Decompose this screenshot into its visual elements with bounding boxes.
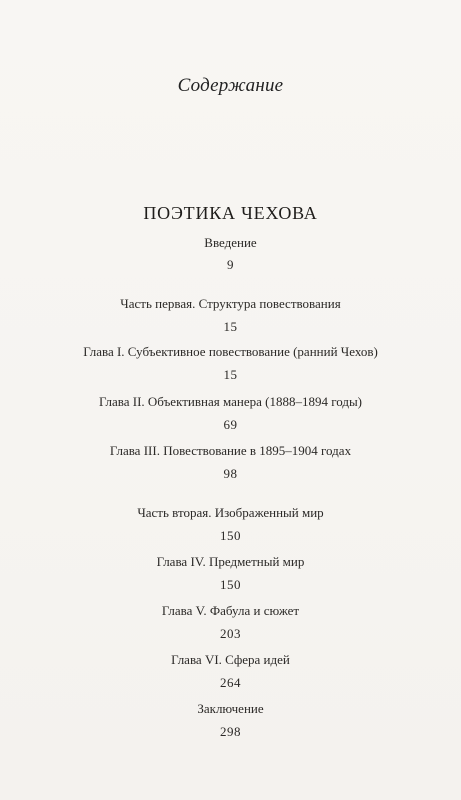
book-title: ПОЭТИКА ЧЕХОВА: [143, 203, 318, 223]
toc-page-number: 9: [227, 257, 234, 272]
toc-entry-chapter-5: Глава V. Фабула и сюжет: [161, 603, 300, 618]
toc-page-number: 150: [220, 528, 241, 543]
toc-entry-part-two: Часть вторая. Изображенный мир: [137, 505, 324, 520]
toc-page-number: 69: [223, 417, 238, 432]
toc-entry-chapter-3: Глава III. Повествование в 1895–1904 годах: [109, 443, 352, 458]
toc-page-number: 98: [223, 466, 238, 481]
toc-page-number: 15: [223, 319, 238, 334]
toc-entry-introduction: Введение: [204, 235, 257, 250]
toc-page-number: 15: [223, 367, 238, 382]
toc-entry-chapter-4: Глава IV. Предметный мир: [156, 554, 305, 569]
toc-entry-conclusion: Заключение: [197, 701, 264, 716]
toc-page-number: 203: [220, 626, 241, 641]
toc-entry-chapter-2: Глава II. Объективная манера (1888–1894 годы): [98, 394, 363, 409]
toc-entry-part-one: Часть первая. Структура повествования: [120, 296, 341, 311]
toc-entry-chapter-6: Глава VI. Сфера идей: [171, 652, 290, 667]
toc-entry-chapter-1: Глава I. Субъективное повествование (ранний Чехов): [83, 344, 378, 359]
contents-heading: Содержание: [177, 75, 284, 96]
toc-page-number: 150: [220, 577, 241, 592]
toc-page-number: 298: [220, 724, 241, 739]
toc-page-number: 264: [220, 675, 241, 690]
